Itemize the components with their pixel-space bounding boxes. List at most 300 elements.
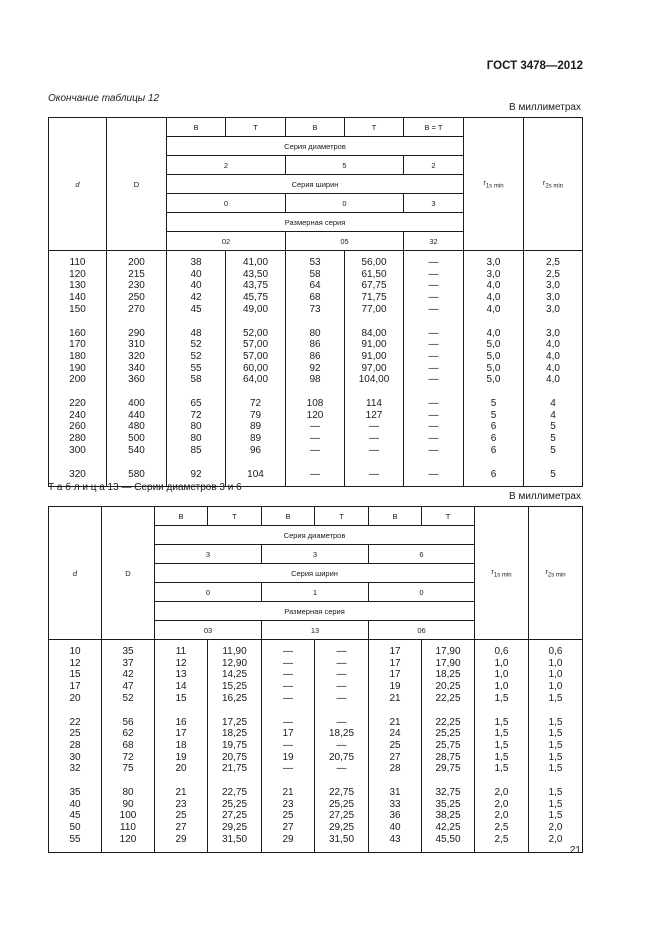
cell-value: — [283, 657, 293, 669]
cell-value: 25 [69, 728, 81, 740]
cell-T1 [208, 781, 262, 852]
cell-B1 [155, 781, 208, 852]
cell-value: 110 [120, 822, 136, 834]
cell-D [102, 781, 155, 852]
cell-T1 [226, 251, 286, 322]
cell-value: 1,5 [494, 751, 509, 763]
diam-value: 2 [404, 156, 464, 175]
cell-value: 0,6 [548, 646, 563, 657]
cell-value: 43 [389, 833, 401, 845]
cell-value: 270 [128, 303, 145, 315]
cell-value: 25 [175, 810, 187, 822]
cell-value: 67,75 [361, 280, 387, 292]
cell-value: 43,75 [242, 280, 269, 292]
cell-value: 17,90 [435, 646, 461, 657]
cell-value: 77,00 [361, 303, 387, 315]
cell-value: 42 [122, 669, 134, 681]
cell-value: 35,25 [435, 798, 461, 810]
cell-value: 17 [389, 669, 401, 681]
cell-value: 33 [389, 798, 401, 810]
cell-value: — [283, 763, 293, 775]
cell-value: — [428, 257, 439, 268]
cell-value: 190 [69, 362, 86, 374]
cell-T1 [208, 640, 262, 711]
cell-value: 32,75 [435, 787, 461, 799]
cell-value: 3,0 [546, 280, 560, 292]
cell-value: 40 [190, 268, 202, 280]
cell-value: 35 [122, 646, 134, 657]
cell-value: 120 [306, 409, 324, 421]
cell-value: 86 [309, 339, 321, 351]
cell-value: 14,25 [221, 669, 248, 681]
cell-value: 215 [128, 268, 145, 280]
cell-BT [404, 392, 464, 463]
table-12 [48, 117, 583, 487]
cell-value: — [310, 468, 320, 480]
cell-value: 1,5 [494, 739, 509, 751]
cell-value: 29,75 [435, 763, 461, 775]
cell-value: 45,75 [242, 292, 269, 304]
cell-r2 [524, 392, 583, 463]
cell-value: 13 [175, 669, 187, 681]
cell-value: 18,25 [435, 669, 461, 681]
col-header-r2s: $r_{2s min}$ [529, 507, 583, 640]
cell-T2 [315, 711, 369, 782]
cell-value: 6 [490, 421, 497, 433]
cell-value: 5,0 [486, 350, 501, 362]
dim-series-label: Размерная серия [155, 602, 475, 621]
cell-value: 48 [190, 327, 202, 339]
cell-value: 1,5 [548, 751, 563, 763]
cell-value: — [283, 646, 293, 657]
cell-d [49, 251, 107, 322]
cell-value: 18,25 [221, 728, 248, 740]
cell-r1 [464, 251, 524, 322]
table-row-group [49, 640, 583, 711]
cell-value: 25,25 [435, 728, 461, 740]
cell-value: 25 [282, 810, 294, 822]
cell-value: 320 [69, 468, 86, 480]
cell-value: 80 [309, 327, 321, 339]
cell-r1 [475, 640, 529, 711]
cell-value: 2,5 [546, 268, 560, 280]
diam-value: 3 [155, 545, 262, 564]
col-header-T3: T [422, 507, 475, 526]
cell-T3 [422, 781, 475, 852]
cell-value: — [336, 739, 347, 751]
cell-value: 3,0 [546, 292, 560, 304]
cell-value: — [369, 468, 379, 480]
cell-B2 [286, 392, 345, 463]
cell-value: 80 [190, 421, 202, 433]
cell-value: 1,5 [548, 798, 563, 810]
cell-r1 [475, 781, 529, 852]
cell-value: 320 [128, 350, 145, 362]
cell-d [49, 781, 102, 852]
col-header-B2: B [262, 507, 315, 526]
col-header-T2: T [345, 118, 404, 137]
cell-value: 57,00 [242, 339, 269, 351]
cell-d [49, 640, 102, 711]
cell-value: — [369, 421, 379, 433]
cell-value: 6 [490, 433, 497, 445]
cell-value: 49,00 [242, 303, 269, 315]
cell-value: 20,75 [221, 751, 248, 763]
cell-value: 15 [69, 669, 81, 681]
cell-B3 [369, 711, 422, 782]
cell-value: 29,25 [328, 822, 355, 834]
col-header-d: d [49, 507, 102, 640]
cell-value: 56,00 [361, 257, 387, 268]
col-header-T1: T [226, 118, 286, 137]
diam-value: 3 [262, 545, 369, 564]
cell-value: 17 [282, 728, 294, 740]
cell-value: 75 [122, 763, 134, 775]
cell-value: 17 [389, 657, 401, 669]
cell-value: 72 [249, 398, 262, 410]
col-header-BT: B = T [404, 118, 464, 137]
cell-T2 [315, 640, 369, 711]
cell-value: 17 [69, 681, 81, 693]
cell-value: 4 [550, 398, 556, 410]
width-series-label: Серия ширин [167, 175, 464, 194]
cell-value: 96 [249, 444, 262, 456]
cell-value: 10 [69, 646, 81, 657]
cell-B2 [262, 711, 315, 782]
cell-value: 25 [389, 739, 401, 751]
cell-value: 114 [366, 398, 382, 410]
cell-value: 15 [175, 692, 187, 704]
width-value: 1 [262, 583, 369, 602]
cell-D [102, 640, 155, 711]
cell-value: 1,5 [548, 787, 563, 799]
cell-value: — [369, 433, 379, 445]
cell-value: 3,0 [546, 303, 560, 315]
cell-value: 79 [249, 409, 262, 421]
cell-value: 170 [69, 339, 86, 351]
cell-value: 27,25 [328, 810, 355, 822]
cell-value: 98 [309, 374, 321, 386]
cell-value: 42,25 [435, 822, 461, 834]
cell-BT [404, 251, 464, 322]
cell-value: 19,75 [221, 739, 248, 751]
cell-value: 28,75 [435, 751, 461, 763]
cell-value: 1,5 [494, 728, 509, 740]
cell-value: 22,75 [328, 787, 355, 799]
cell-value: 3,0 [486, 257, 501, 268]
cell-value: 40 [389, 822, 401, 834]
cell-value: 4,0 [546, 339, 560, 351]
cell-value: 38,25 [435, 810, 461, 822]
cell-value: 57,00 [242, 350, 269, 362]
cell-value: 480 [128, 421, 145, 433]
cell-value: 22,25 [435, 716, 461, 728]
cell-value: 1,5 [494, 763, 509, 775]
cell-value: 21 [389, 716, 401, 728]
cell-value: 90 [122, 798, 134, 810]
cell-value: 4,0 [486, 292, 501, 304]
col-header-r1s: $r_{1s min}$ [464, 118, 524, 251]
cell-value: 91,00 [361, 339, 387, 351]
cell-value: 25,25 [328, 798, 355, 810]
cell-value: 68 [309, 292, 321, 304]
cell-D [102, 711, 155, 782]
cell-value: 290 [128, 327, 145, 339]
cell-value: 47 [122, 681, 134, 693]
cell-T2 [345, 322, 404, 393]
document-header: ГОСТ 3478—2012 [486, 60, 583, 72]
cell-value: — [310, 421, 320, 433]
cell-value: — [369, 444, 379, 456]
cell-value: 5 [550, 421, 556, 433]
cell-value: 92 [190, 468, 202, 480]
cell-value: 29 [175, 833, 187, 845]
cell-value: 1,5 [548, 763, 563, 775]
width-value: 0 [155, 583, 262, 602]
cell-T2 [345, 392, 404, 463]
cell-value: 18,25 [328, 728, 355, 740]
cell-value: 14 [175, 681, 187, 693]
col-header-B2: B [286, 118, 345, 137]
cell-value: 4,0 [546, 350, 560, 362]
cell-value: 1,5 [548, 728, 563, 740]
cell-D [107, 392, 167, 463]
cell-B1 [167, 251, 226, 322]
cell-value: — [428, 468, 439, 480]
cell-value: 40 [190, 280, 202, 292]
cell-value: 18 [175, 739, 187, 751]
dim-value: 13 [262, 621, 369, 640]
cell-value: — [428, 444, 439, 456]
cell-d [49, 392, 107, 463]
cell-value: 31 [389, 787, 401, 799]
cell-value: 220 [69, 398, 86, 410]
cell-value: 97,00 [361, 362, 387, 374]
cell-r1 [464, 322, 524, 393]
cell-value: 1,0 [494, 669, 509, 681]
table-row-group [49, 251, 583, 322]
cell-value: 5,0 [486, 339, 501, 351]
cell-value: 23 [175, 798, 187, 810]
col-header-D: D [107, 118, 167, 251]
cell-value: 100 [119, 810, 137, 822]
cell-value: 31,50 [328, 833, 355, 845]
width-value: 0 [369, 583, 475, 602]
cell-value: 2,5 [494, 833, 509, 845]
cell-value: 25,75 [435, 739, 461, 751]
cell-value: 45 [69, 810, 81, 822]
cell-value: 58 [190, 374, 202, 386]
cell-value: — [310, 444, 320, 456]
cell-value: — [428, 280, 439, 292]
cell-D [107, 322, 167, 393]
cell-value: 65 [190, 398, 202, 410]
cell-B1 [167, 322, 226, 393]
cell-r1 [464, 392, 524, 463]
cell-value: 19 [389, 681, 401, 693]
width-value: 0 [167, 194, 286, 213]
cell-value: 28 [69, 739, 81, 751]
cell-value: 2,0 [548, 822, 563, 834]
cell-value: 17,90 [435, 657, 461, 669]
cell-value: 360 [128, 374, 145, 386]
cell-value: 52 [190, 350, 202, 362]
cell-value: 1,0 [548, 669, 563, 681]
cell-value: — [283, 739, 293, 751]
cell-value: 340 [128, 362, 145, 374]
cell-value: 64,00 [242, 374, 269, 386]
cell-value: 25,25 [221, 798, 248, 810]
cell-value: — [336, 692, 347, 704]
cell-value: 3,0 [546, 327, 560, 339]
cell-r2 [529, 781, 583, 852]
cell-value: 32 [69, 763, 81, 775]
cell-B2 [262, 640, 315, 711]
cell-value: 20 [175, 763, 187, 775]
cell-value: 72 [190, 409, 202, 421]
cell-value: 21 [389, 692, 401, 704]
cell-value: 89 [249, 433, 262, 445]
cell-T1 [208, 711, 262, 782]
cell-value: — [428, 327, 439, 339]
cell-value: 28 [389, 763, 401, 775]
cell-value: 0,6 [494, 646, 509, 657]
width-value: 3 [404, 194, 464, 213]
diam-value: 2 [167, 156, 286, 175]
width-series-label: Серия ширин [155, 564, 475, 583]
cell-r2 [529, 711, 583, 782]
cell-value: 230 [128, 280, 145, 292]
cell-value: 280 [69, 433, 86, 445]
cell-value: 68 [122, 739, 134, 751]
table-row-group [49, 781, 583, 852]
width-value: 0 [286, 194, 404, 213]
cell-value: 4,0 [486, 280, 501, 292]
cell-value: 20,25 [435, 681, 461, 693]
cell-value: 41,00 [242, 257, 269, 268]
cell-value: 80 [122, 787, 134, 799]
cell-value: 130 [69, 280, 86, 292]
cell-value: 6 [490, 444, 497, 456]
cell-r1 [464, 463, 524, 487]
cell-value: 1,0 [494, 681, 509, 693]
col-header-B1: B [155, 507, 208, 526]
cell-value: 58 [309, 268, 321, 280]
cell-value: 108 [306, 398, 324, 410]
cell-value: 27,25 [221, 810, 248, 822]
cell-value: — [428, 303, 439, 315]
cell-value: 1,5 [548, 692, 563, 704]
cell-value: 11,90 [222, 646, 247, 657]
cell-value: — [428, 421, 439, 433]
cell-BT [404, 322, 464, 393]
cell-T3 [422, 640, 475, 711]
cell-value: 27 [175, 822, 187, 834]
cell-value: 2,0 [494, 787, 509, 799]
cell-value: 53 [309, 257, 321, 268]
cell-value: 1,5 [548, 716, 563, 728]
cell-value: 80 [190, 433, 202, 445]
cell-B3 [369, 640, 422, 711]
cell-r2 [524, 463, 583, 487]
cell-value: 89 [249, 421, 262, 433]
cell-value: 16,25 [221, 692, 248, 704]
cell-B2 [262, 781, 315, 852]
cell-value: 120 [69, 268, 86, 280]
cell-value: 4 [550, 409, 556, 421]
dim-value: 03 [155, 621, 262, 640]
cell-value: 21 [175, 787, 187, 799]
cell-value: 52 [190, 339, 202, 351]
cell-value: 61,50 [361, 268, 387, 280]
cell-value: 2,0 [494, 810, 509, 822]
table12-unit: В миллиметрах [509, 102, 581, 113]
cell-value: 12 [175, 657, 187, 669]
cell-value: — [283, 669, 293, 681]
cell-value: 200 [128, 257, 145, 268]
cell-value: 42 [190, 292, 202, 304]
cell-value: 84,00 [361, 327, 387, 339]
table-13 [48, 506, 583, 853]
cell-value: — [283, 716, 293, 728]
cell-value: 12,90 [221, 657, 248, 669]
col-header-T1: T [208, 507, 262, 526]
cell-value: 5,0 [486, 374, 501, 386]
cell-value: 2,5 [494, 822, 509, 834]
cell-value: 16 [175, 716, 187, 728]
cell-value: 5,0 [486, 362, 501, 374]
cell-value: 29 [282, 833, 294, 845]
cell-value: 20 [69, 692, 81, 704]
cell-value: 15,25 [221, 681, 248, 693]
dim-value: 02 [167, 232, 286, 251]
cell-d [49, 711, 102, 782]
cell-value: — [336, 657, 347, 669]
cell-value: — [283, 681, 293, 693]
cell-B1 [155, 711, 208, 782]
cell-value: 40 [69, 798, 81, 810]
cell-value: 29,25 [221, 822, 248, 834]
cell-value: — [310, 433, 320, 445]
cell-value: — [428, 362, 439, 374]
cell-value: 22 [69, 716, 81, 728]
cell-value: 92 [309, 362, 321, 374]
cell-value: 127 [365, 409, 383, 421]
cell-value: 27 [282, 822, 294, 834]
cell-value: 45 [190, 303, 202, 315]
cell-value: 64 [309, 280, 321, 292]
cell-value: 27 [389, 751, 401, 763]
cell-value: 1,5 [548, 810, 563, 822]
cell-value: 1,5 [494, 692, 509, 704]
cell-value: 260 [69, 421, 86, 433]
cell-value: 5 [550, 433, 556, 445]
cell-value: 43,50 [242, 268, 269, 280]
cell-value: 250 [128, 292, 145, 304]
cell-value: — [336, 681, 347, 693]
dim-value: 32 [404, 232, 464, 251]
cell-value: 300 [69, 444, 86, 456]
dim-value: 05 [286, 232, 404, 251]
col-header-d: d [49, 118, 107, 251]
cell-value: 104 [247, 468, 264, 480]
cell-value: 38 [190, 257, 202, 268]
cell-value: 21,75 [221, 763, 248, 775]
cell-value: 400 [128, 398, 145, 410]
cell-value: 160 [69, 327, 86, 339]
cell-value: 17,25 [221, 716, 248, 728]
cell-value: 71,75 [361, 292, 387, 304]
